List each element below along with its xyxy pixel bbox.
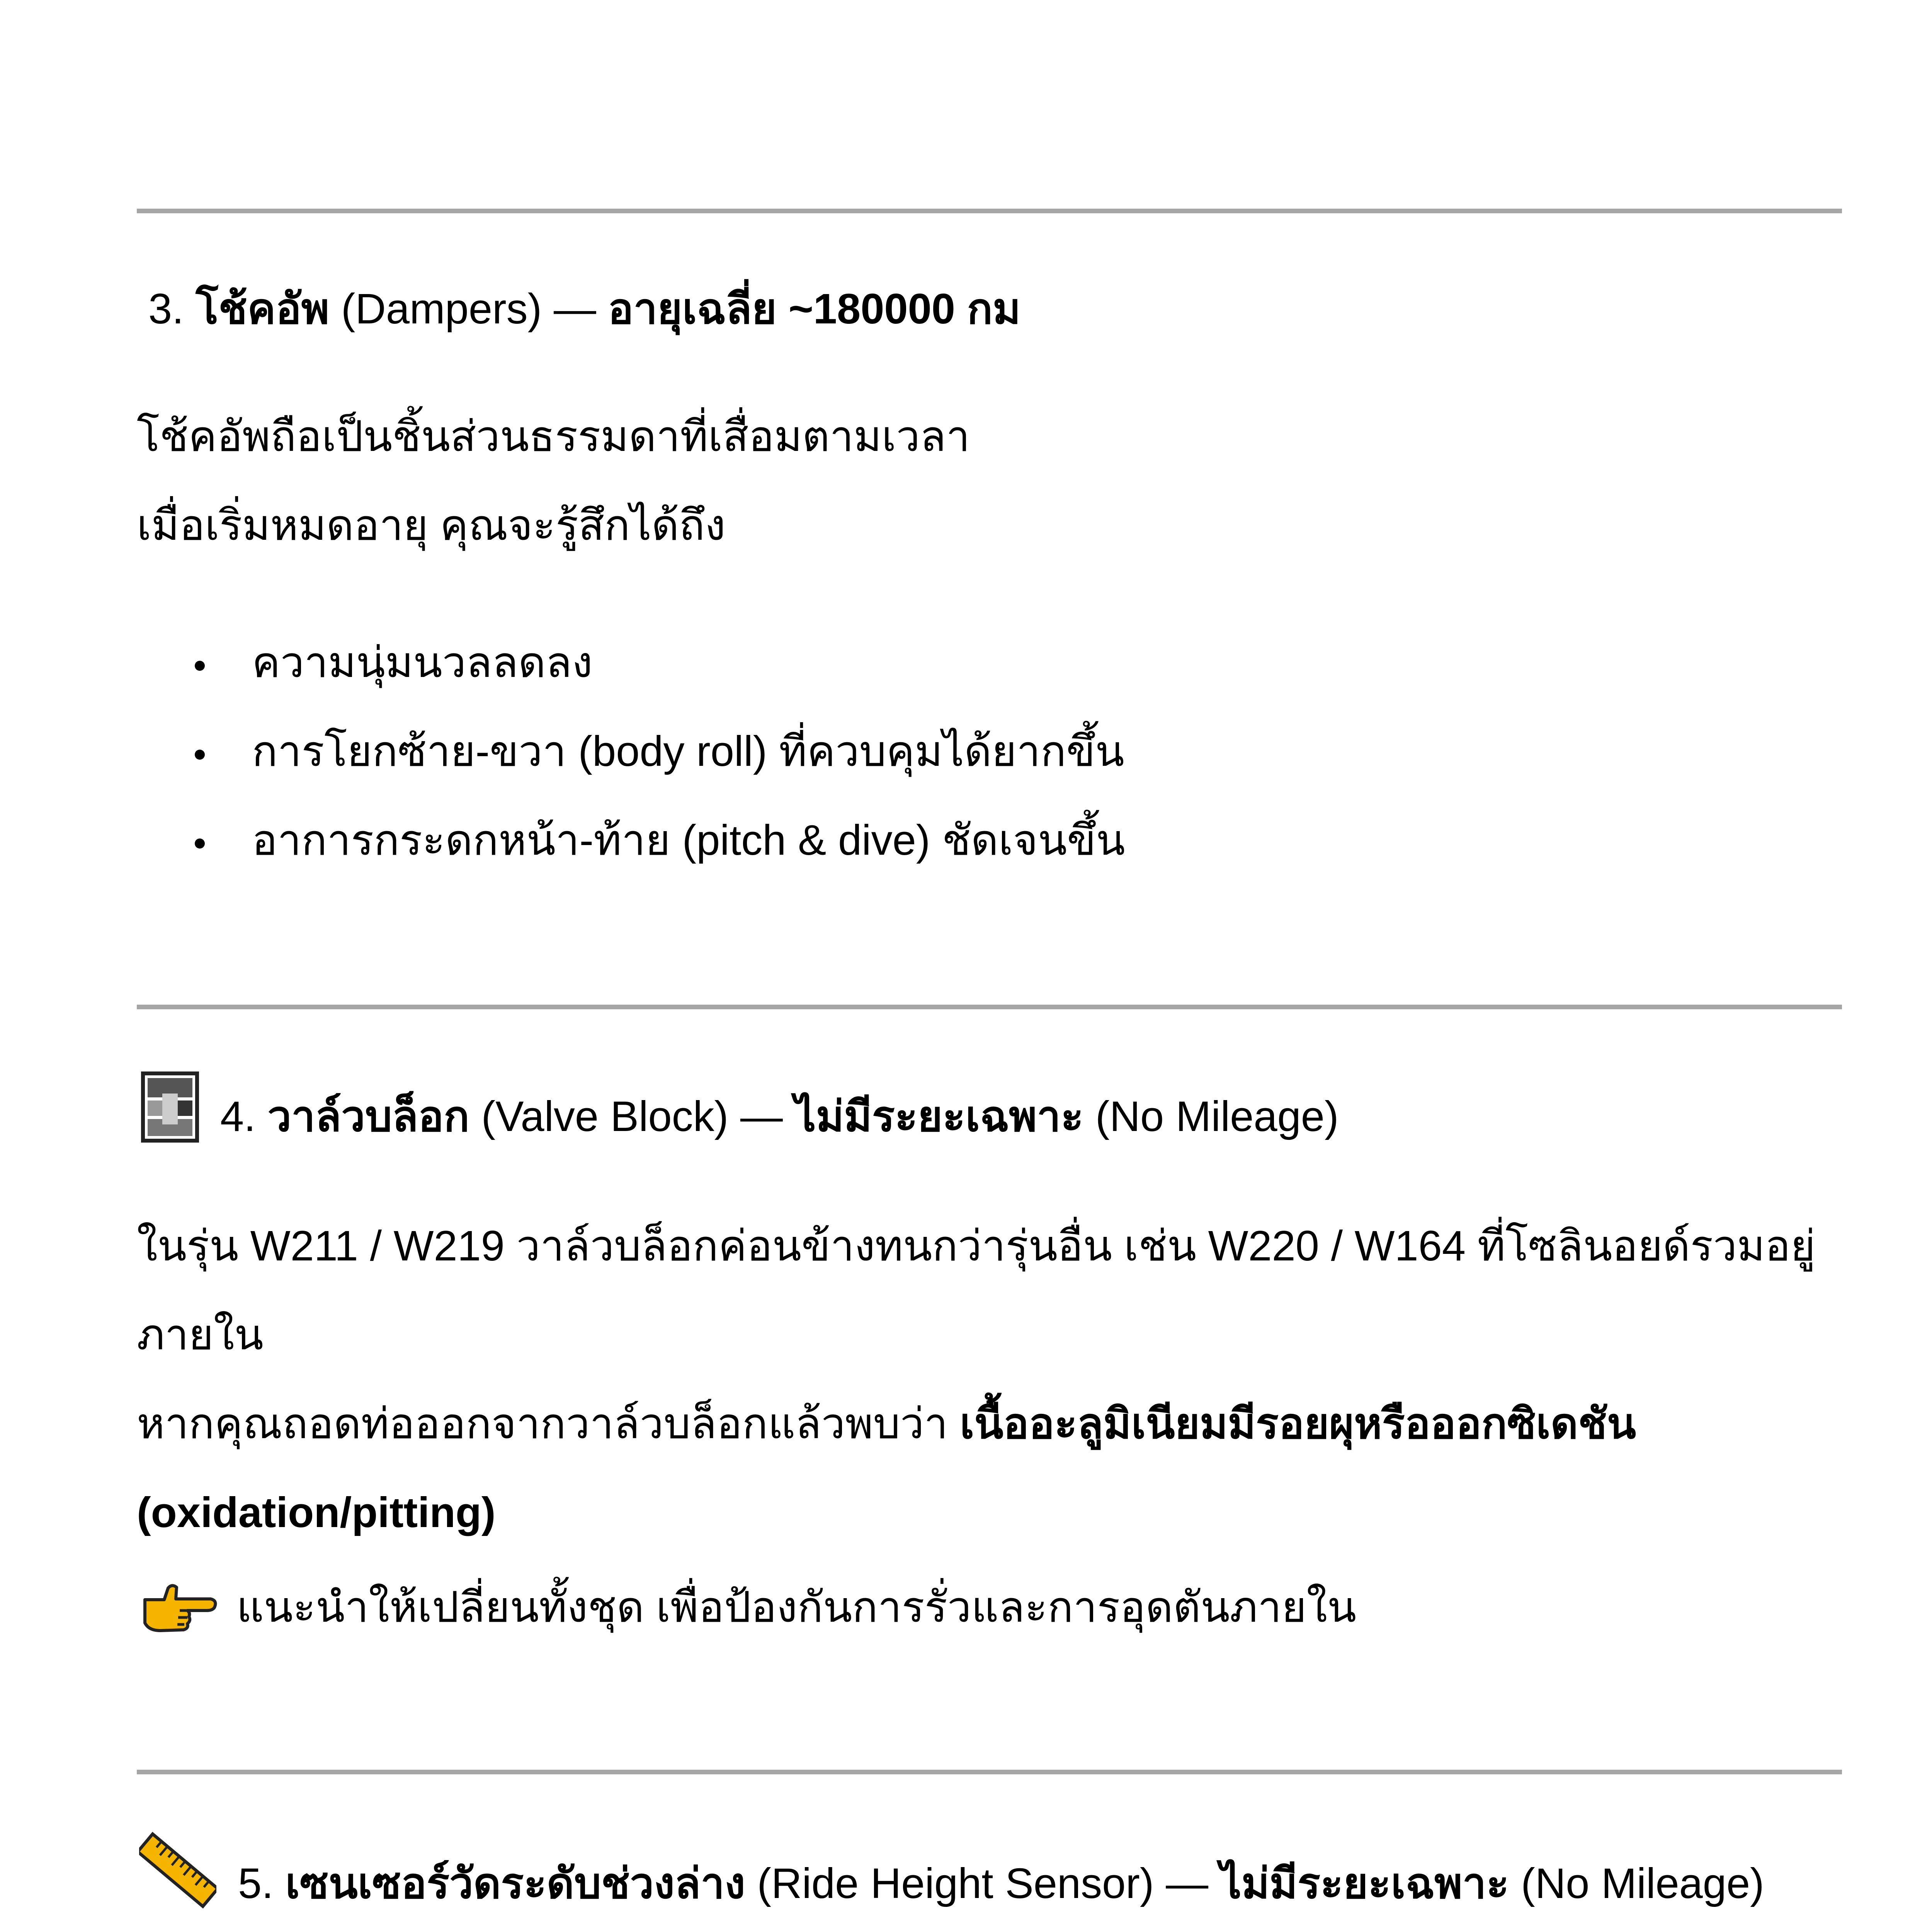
valve-block-icon xyxy=(139,1070,201,1144)
heading-life: อายุเฉลี่ย xyxy=(608,285,777,333)
section-divider xyxy=(137,1005,1842,1009)
paragraph-line: ในรุ่น W211 / W219 วาล์วบล็อกค่อนข้างทนกว่ารุ่นอื่น เช่น W220 / W164 ที่โซลินอยด์รวมอยู่ xyxy=(137,1222,1816,1270)
heading-life: ไม่มีระยะเฉพาะ xyxy=(1220,1860,1509,1907)
heading-life-en: (No Mileage) xyxy=(1521,1860,1764,1907)
bullet-dot xyxy=(195,838,205,849)
pointing-hand-icon xyxy=(141,1580,218,1634)
heading-name-th: วาล์วบล็อก xyxy=(267,1093,469,1140)
bullet-dot xyxy=(195,750,205,760)
section-3-heading xyxy=(148,284,1021,334)
heading-number: 5. xyxy=(238,1860,274,1907)
paragraph-line xyxy=(137,1399,1636,1449)
section-divider xyxy=(137,1770,1842,1774)
heading-number: 3. xyxy=(148,285,184,333)
list-item: การโยกซ้าย-ขวา (body roll) ที่ควบคุมได้ยากขึ้น xyxy=(252,728,1124,775)
heading-name-en: (Ride Height Sensor) — xyxy=(757,1860,1209,1907)
paragraph-normal: หากคุณถอดท่อออกจากวาล์วบล็อกแล้วพบว่า xyxy=(137,1400,960,1447)
heading-life: ไม่มีระยะเฉพาะ xyxy=(794,1093,1084,1140)
paragraph-line: โช้คอัพถือเป็นชิ้นส่วนธรรมดาที่เสื่อมตามเวลา xyxy=(137,413,970,460)
heading-number: 4. xyxy=(220,1093,256,1140)
section-5-heading xyxy=(238,1859,1764,1909)
tip-text: แนะนำให้เปลี่ยนทั้งชุด เพื่อป้องกันการรั่วและการอุดตันภายใน xyxy=(236,1583,1357,1631)
bullet-dot xyxy=(195,661,205,671)
paragraph-line: เมื่อเริ่มหมดอายุ คุณจะรู้สึกได้ถึง xyxy=(137,502,726,549)
list-item: อาการกระดกหน้า-ท้าย (pitch & dive) ชัดเจนขึ้น xyxy=(252,816,1125,864)
ruler-icon xyxy=(139,1832,216,1909)
heading-life-value: ~180000 กม xyxy=(788,285,1021,333)
paragraph-line: (oxidation/pitting) xyxy=(137,1489,496,1536)
section-4-heading xyxy=(220,1092,1339,1142)
heading-name-en: (Dampers) — xyxy=(341,285,596,333)
heading-name-en: (Valve Block) — xyxy=(481,1093,783,1140)
paragraph-bold: เนื้ออะลูมิเนียมมีรอยผุหรือออกซิเดชัน xyxy=(959,1400,1636,1447)
heading-name-th: เซนเซอร์วัดระดับช่วงล่าง xyxy=(285,1860,745,1907)
heading-life-en: (No Mileage) xyxy=(1095,1093,1339,1140)
heading-name-th: โช้คอัพ xyxy=(196,285,330,333)
section-divider xyxy=(137,209,1842,213)
paragraph-line: ภายใน xyxy=(137,1311,264,1359)
list-item: ความนุ่มนวลลดลง xyxy=(252,639,593,686)
